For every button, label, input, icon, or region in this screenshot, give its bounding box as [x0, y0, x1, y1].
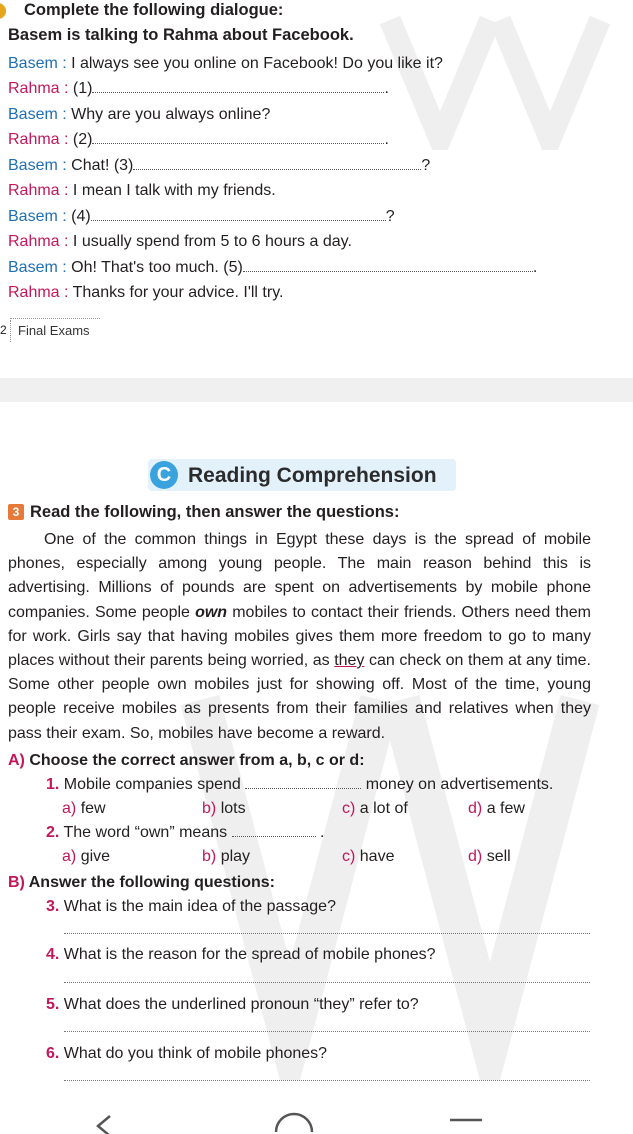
dialogue-line [8, 284, 283, 302]
dialogue-line: Basem : (4) ? [8, 208, 395, 225]
menu-icon[interactable] [448, 1116, 484, 1132]
speaker-label: Rahma : [8, 80, 69, 97]
reading-passage: One of the common things in Egypt these days is the spread of mobile phones, especially among young people. The main reason behind this is advertising. Millions of pounds are spent on advertisements by mobile phone companies. Some people own mobiles to contact their friends. Others need them for work. Girls say that having mobiles gives them more freedom to go to many places without their parents being worried, as they can check on them at any time. Some other people own mobiles just for showing off. Most of the time, young people receive mobiles as presents from their families and relatives when they pass their exam. So, mobiles have become a reward. [8, 531, 592, 742]
question-5: 5. What does the underlined pronoun “they” refer to? [46, 996, 419, 1013]
option-b[interactable]: b) lots [202, 800, 246, 817]
footer-label: Final Exams [18, 323, 90, 338]
answer-line-6[interactable] [64, 1080, 590, 1081]
answer-blank-1[interactable] [92, 80, 384, 93]
line-text: I mean I talk with my friends. [72, 182, 276, 199]
footer-rule [10, 318, 100, 319]
option-a[interactable]: a) few [62, 800, 106, 817]
option-c[interactable]: c) a lot of [342, 800, 408, 817]
question-4: 4. What is the reason for the spread of mobile phones? [46, 946, 436, 963]
watermark-shape-icon [380, 0, 620, 150]
line-text: (2) [72, 131, 93, 148]
speaker-label: Rahma : [8, 284, 69, 301]
question-1: 1. Mobile companies spend money on advertisements. [46, 776, 554, 793]
home-icon[interactable] [272, 1110, 316, 1134]
speaker-label: Basem : [8, 208, 67, 225]
page-number: 2 [0, 323, 7, 337]
option-a[interactable]: a) give [62, 848, 111, 865]
speaker-label: Rahma : [8, 233, 69, 250]
option-b[interactable]: b) play [202, 848, 251, 865]
answer-blank-q2[interactable] [232, 824, 316, 837]
question-6: 6. What do you think of mobile phones? [46, 1045, 328, 1062]
word-own: own [195, 603, 228, 621]
page-footer [0, 318, 110, 344]
speaker-label: Basem : [8, 55, 67, 72]
line-text: Why are you always online? [71, 106, 271, 123]
question-2: 2. The word “own” means . [46, 824, 325, 841]
dialogue-line [8, 106, 270, 124]
line-text: Chat! (3) [71, 157, 134, 174]
underlined-they: they [334, 652, 365, 670]
speaker-label: Basem : [8, 106, 67, 123]
speaker-label: Rahma : [8, 131, 69, 148]
line-text: I usually spend from 5 to 6 hours a day. [72, 233, 352, 250]
line-text: (4) [71, 208, 91, 225]
back-icon[interactable] [92, 1114, 116, 1134]
line-text: (1) [72, 80, 93, 97]
partA-heading: A) Choose the correct answer from a, b, c or d: [8, 752, 365, 769]
speaker-label: Rahma : [8, 182, 69, 199]
option-c[interactable]: c) have [342, 848, 395, 865]
line-text: Thanks for your advice. I'll try. [72, 284, 284, 301]
line-text: I always see you online on Facebook! Do you like it? [71, 55, 443, 72]
answer-line-5[interactable] [64, 1031, 590, 1032]
footer-divider [10, 320, 12, 342]
question-number: 3 [8, 504, 24, 520]
page-separator [0, 378, 633, 402]
speaker-label: Basem : [8, 259, 67, 276]
line-text: Oh! That's too much. (5) [71, 259, 243, 276]
option-d[interactable]: d) sell [468, 848, 511, 865]
option-d[interactable]: d) a few [468, 800, 525, 817]
answer-line-3[interactable] [64, 933, 590, 934]
question-instruction: 3 Read the following, then answer the questions: [8, 503, 399, 522]
partB-heading: B) Answer the following questions: [8, 874, 275, 891]
answer-blank-2[interactable] [92, 131, 384, 144]
answer-blank-q1[interactable] [245, 776, 361, 789]
dialogue-line [8, 233, 352, 251]
dialogue-line [8, 55, 443, 73]
answer-blank-3[interactable] [133, 157, 421, 170]
answer-blank-5[interactable] [243, 259, 533, 272]
dialogue-line: Rahma : (1) . [8, 80, 389, 97]
answer-line-4[interactable] [64, 982, 590, 983]
section-title: Reading Comprehension [188, 464, 437, 487]
watermark-top [380, 0, 620, 150]
dialogue-line [8, 182, 276, 200]
dialogue-line: Basem : Oh! That's too much. (5) . [8, 259, 538, 276]
speaker-label: Basem : [8, 157, 67, 174]
dialogue-line: Basem : Chat! (3) ? [8, 157, 431, 174]
answer-blank-4[interactable] [91, 208, 386, 221]
question-3: 3. What is the main idea of the passage? [46, 898, 336, 915]
navigation-bar [0, 1098, 633, 1134]
dialogue-line: Rahma : (2) . [8, 131, 389, 148]
dialogue-context: Basem is talking to Rahma about Facebook. [8, 26, 354, 44]
section-badge: C [150, 461, 178, 489]
dialogue-instruction: Complete the following dialogue: [24, 1, 284, 19]
